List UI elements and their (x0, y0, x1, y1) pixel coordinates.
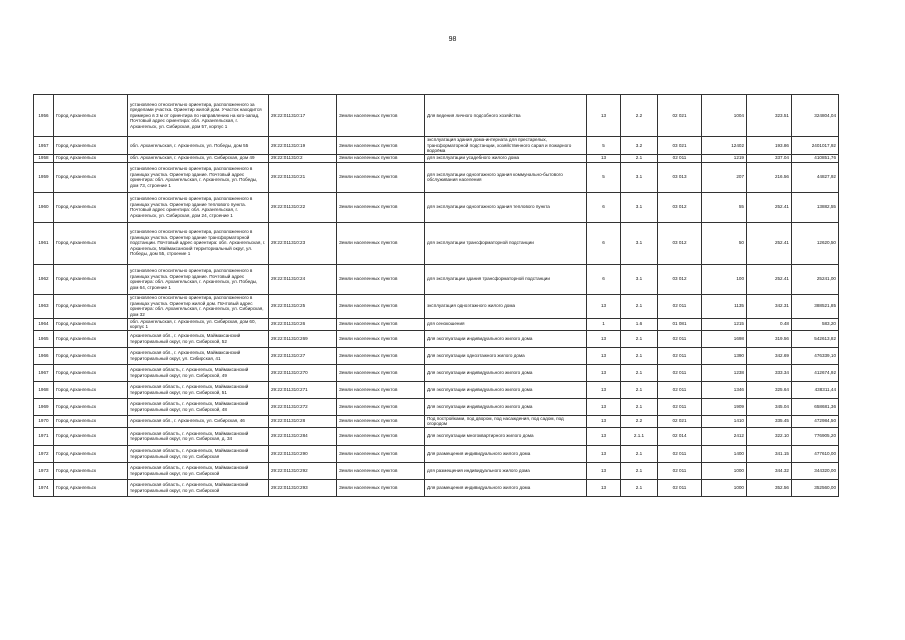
cell-num: 1964 (34, 318, 54, 330)
cell-address: Архангельская область, г. Архангельск, Маймаксанский территориальный округ, по ул. Сибирской (128, 479, 269, 496)
cell-rate: 352.56 (747, 479, 792, 496)
cell-city: Город Архангельск (54, 222, 128, 264)
cell-num: 1956 (34, 95, 54, 137)
cell-zone: 3.1 (621, 222, 658, 264)
cell-value: 412674,92 (792, 364, 839, 381)
cell-zone: 3.2 (621, 137, 658, 155)
table-row (34, 445, 839, 462)
cell-cadastral: 29:22:011310:21 (269, 162, 337, 192)
cell-zone: 2.2 (621, 95, 658, 137)
cell-area: 1238 (702, 364, 747, 381)
cell-value: 472984,50 (792, 415, 839, 427)
cell-value: 344320,00 (792, 462, 839, 479)
cell-zone: 2.2 (621, 415, 658, 427)
cell-category: Земли населенных пунктов (337, 347, 425, 364)
cell-value: 542613,82 (792, 330, 839, 347)
cell-cadastral: 29:22:011310:17 (269, 95, 337, 137)
table-row (34, 264, 839, 294)
cell-zone: 2.1.1 (621, 427, 658, 445)
cell-city: Город Архангельск (54, 137, 128, 155)
cell-use: Для размещения индивидуального жилого дома (425, 479, 587, 496)
cell-use: Для эксплуатации одноэтажного жилого дома (425, 347, 587, 364)
cell-area: 1135 (702, 294, 747, 318)
cell-use: для эксплуатации одноэтажного здания коммунально-бытового обслуживания населения (425, 162, 587, 192)
cell-city: Город Архангельск (54, 347, 128, 364)
cell-area: 1410 (702, 415, 747, 427)
cell-zone: 3.1 (621, 192, 658, 222)
cell-rate: 319.56 (747, 330, 792, 347)
cell-code: 03 013 (658, 162, 702, 192)
cell-rate: 252.41 (747, 192, 792, 222)
cell-zone: 2.1 (621, 330, 658, 347)
table-body (34, 95, 839, 497)
cell-kind: 5 (587, 137, 621, 155)
cell-rate: 337.04 (747, 154, 792, 162)
cell-zone: 2.1 (621, 154, 658, 162)
cell-address: обл. Архангельская, г. Архангельск, ул. Сибирская, дом 49 (128, 154, 269, 162)
cell-city: Город Архангельск (54, 462, 128, 479)
cell-kind: 6 (587, 192, 621, 222)
cell-cadastral: 29:22:011310:284 (269, 427, 337, 445)
table-row (34, 427, 839, 445)
cell-cadastral: 29:22:011310:25 (269, 294, 337, 318)
cell-kind: 13 (587, 462, 621, 479)
cell-cadastral: 29:22:011310:270 (269, 364, 337, 381)
cell-code: 02 021 (658, 415, 702, 427)
cell-category: Земли населенных пунктов (337, 318, 425, 330)
cell-value: 476339,10 (792, 347, 839, 364)
cell-kind: 13 (587, 95, 621, 137)
cell-kind: 1 (587, 318, 621, 330)
cell-address: Архангельская область, г. Архангельск, Маймаксанский территориальный округ, по ул. Сибирской (128, 462, 269, 479)
cell-category: Земли населенных пунктов (337, 162, 425, 192)
cell-code: 02 011 (658, 347, 702, 364)
cell-area: 2412 (702, 427, 747, 445)
cell-address: обл. Архангельская, г. Архангельск, ул. Сибирская, дом 60, корпус 1 (128, 318, 269, 330)
cell-category: Земли населенных пунктов (337, 479, 425, 496)
cell-kind: 13 (587, 381, 621, 398)
cell-category: Земли населенных пунктов (337, 330, 425, 347)
cell-zone: 2.1 (621, 479, 658, 496)
cell-num: 1958 (34, 154, 54, 162)
cell-cadastral: 29:22:011310:27 (269, 347, 337, 364)
cell-cadastral: 29:22:011310:293 (269, 479, 337, 496)
table-row (34, 415, 839, 427)
cell-use: Для эксплуатации индивидуального жилого дома (425, 364, 587, 381)
cell-city: Город Архангельск (54, 427, 128, 445)
cell-value: 477610,00 (792, 445, 839, 462)
cell-area: 1698 (702, 330, 747, 347)
cell-cadastral: 29:22:011310:271 (269, 381, 337, 398)
cell-value: 352560,00 (792, 479, 839, 496)
cell-use: для эксплуатации одноэтажного здания теплового пункта (425, 192, 587, 222)
cell-area: 1004 (702, 95, 747, 137)
cell-category: Земли населенных пунктов (337, 95, 425, 137)
cell-zone: 2.1 (621, 294, 658, 318)
cell-city: Город Архангельск (54, 445, 128, 462)
cell-cadastral: 29:22:011310:26 (269, 318, 337, 330)
cell-category: Земли населенных пунктов (337, 381, 425, 398)
cell-use: для размещения индивидуального жилого дома (425, 462, 587, 479)
cell-kind: 13 (587, 479, 621, 496)
cell-address: установлено относительно ориентира, расположенного в границах участка. Ориентир жилой дом. Почтовый адрес ориентира: обл. Архангельская, г. Архангельск, ул. Сибирская, дом 32 (128, 294, 269, 318)
cell-city: Город Архангельск (54, 364, 128, 381)
cell-num: 1963 (34, 294, 54, 318)
cell-value: 388521,85 (792, 294, 839, 318)
cell-category: Земли населенных пунктов (337, 264, 425, 294)
cell-num: 1960 (34, 192, 54, 222)
cell-area: 50 (702, 222, 747, 264)
cell-value: 583,20 (792, 318, 839, 330)
table-row (34, 330, 839, 347)
cell-value: 324804,04 (792, 95, 839, 137)
cell-category: Земли населенных пунктов (337, 364, 425, 381)
cell-address: Архангельская область, г. Архангельск, Маймаксанский территориальный округ, по ул. Сибирская, д. 34 (128, 427, 269, 445)
cell-kind: 6 (587, 222, 621, 264)
cell-city: Город Архангельск (54, 192, 128, 222)
cell-rate: 252.41 (747, 264, 792, 294)
cell-use: эксплуатация одноэтажного жилого дома (425, 294, 587, 318)
cell-value: 25241,00 (792, 264, 839, 294)
cell-address: установлено относительно ориентира, расположенного в границах участка. Ориентир здание. Почтовый адрес ориентира: обл. Архангельская, г. Архангельск, ул. Победы, дом 73, строение 1 (128, 162, 269, 192)
cell-area: 1000 (702, 462, 747, 479)
cell-rate: 342.31 (747, 294, 792, 318)
cell-use: Под постройками, под двором, под насаждения, под садом, под огородом (425, 415, 587, 427)
cell-city: Город Архангельск (54, 162, 128, 192)
cell-address: Архангельская область, г. Архангельск, Маймаксанский территориальный округ, по ул. Сибирская (128, 445, 269, 462)
cell-code: 02 011 (658, 330, 702, 347)
table-row (34, 318, 839, 330)
cell-code: 02 011 (658, 462, 702, 479)
cell-city: Город Архангельск (54, 381, 128, 398)
cell-value: 658681,36 (792, 398, 839, 415)
table-row (34, 192, 839, 222)
cell-num: 1967 (34, 364, 54, 381)
cell-value: 776905,20 (792, 427, 839, 445)
cell-rate: 345.04 (747, 398, 792, 415)
cell-zone: 2.1 (621, 462, 658, 479)
cell-area: 1000 (702, 479, 747, 496)
cell-code: 03 012 (658, 264, 702, 294)
cell-num: 1961 (34, 222, 54, 264)
cell-code: 03 012 (658, 222, 702, 264)
cell-value: 2401017,92 (792, 137, 839, 155)
cell-num: 1962 (34, 264, 54, 294)
table-row (34, 154, 839, 162)
cell-city: Город Архангельск (54, 330, 128, 347)
cell-code: 02 011 (658, 398, 702, 415)
table-row (34, 462, 839, 479)
cell-kind: 13 (587, 415, 621, 427)
table-row (34, 479, 839, 496)
cell-category: Земли населенных пунктов (337, 415, 425, 427)
cell-zone: 2.1 (621, 398, 658, 415)
cell-city: Город Архангельск (54, 95, 128, 137)
cell-city: Город Архангельск (54, 479, 128, 496)
cell-use: Для размещения индивидуального жилого дома (425, 445, 587, 462)
cell-area: 1346 (702, 381, 747, 398)
cell-use: Для эксплуатации индивидуального жилого дома (425, 330, 587, 347)
cell-kind: 13 (587, 427, 621, 445)
cell-num: 1959 (34, 162, 54, 192)
cell-cadastral: 29:22:011310:19 (269, 137, 337, 155)
cell-num: 1957 (34, 137, 54, 155)
cell-num: 1972 (34, 445, 54, 462)
cell-rate: 323.51 (747, 95, 792, 137)
cell-value: 44827,92 (792, 162, 839, 192)
cell-num: 1968 (34, 381, 54, 398)
cell-rate: 216.56 (747, 162, 792, 192)
cell-num: 1974 (34, 479, 54, 496)
cell-kind: 13 (587, 364, 621, 381)
cell-code: 02 011 (658, 294, 702, 318)
table-row (34, 381, 839, 398)
cell-area: 1215 (702, 318, 747, 330)
cell-kind: 13 (587, 330, 621, 347)
cell-city: Город Архангельск (54, 264, 128, 294)
table-row (34, 347, 839, 364)
cell-area: 55 (702, 192, 747, 222)
cell-rate: 0.48 (747, 318, 792, 330)
cell-area: 207 (702, 162, 747, 192)
cell-code: 02 011 (658, 479, 702, 496)
cell-area: 1219 (702, 154, 747, 162)
cell-kind: 13 (587, 347, 621, 364)
cell-cadastral: 29:22:011310:272 (269, 398, 337, 415)
table-row (34, 398, 839, 415)
cell-zone: 2.1 (621, 364, 658, 381)
cell-num: 1971 (34, 427, 54, 445)
cell-category: Земли населенных пунктов (337, 294, 425, 318)
cell-category: Земли населенных пунктов (337, 192, 425, 222)
table-row (34, 137, 839, 155)
cell-num: 1970 (34, 415, 54, 427)
table-row (34, 162, 839, 192)
cell-num: 1969 (34, 398, 54, 415)
cell-value: 438311,44 (792, 381, 839, 398)
cell-rate: 342.69 (747, 347, 792, 364)
cell-rate: 335.45 (747, 415, 792, 427)
cell-city: Город Архангельск (54, 318, 128, 330)
cell-cadastral: 29:22:011310:290 (269, 445, 337, 462)
cell-use: Для ведения личного подсобного хозяйства (425, 95, 587, 137)
cell-zone: 2.1 (621, 347, 658, 364)
cell-category: Земли населенных пунктов (337, 445, 425, 462)
cell-value: 13882,55 (792, 192, 839, 222)
cell-num: 1966 (34, 347, 54, 364)
table-row (34, 364, 839, 381)
cell-use: эксплуатация здания дома-интерната для престарелых, трансформаторной подстанции, хозяйственного сарая и пожарного водоёма (425, 137, 587, 155)
cell-use: Для эксплуатации индивидуального жилого дома (425, 381, 587, 398)
cell-kind: 5 (587, 162, 621, 192)
cell-rate: 325.64 (747, 381, 792, 398)
cell-use: Для эксплуатации индивидуального жилого дома (425, 398, 587, 415)
cell-zone: 1.6 (621, 318, 658, 330)
cell-cadastral: 29:22:011310:28 (269, 415, 337, 427)
cell-area: 12402 (702, 137, 747, 155)
cell-address: установлено относительно ориентира, расположенного в границах участка. Ориентир здание трансформаторной подстанции. Почтовый адрес ориентира: обл. Архангельская, г. Архангельск, Маймаксанский территориальный округ, ул. Победы, дом 55, строение 1 (128, 222, 269, 264)
cell-code: 02 014 (658, 427, 702, 445)
cell-code: 02 011 (658, 364, 702, 381)
cell-kind: 6 (587, 264, 621, 294)
cell-cadastral: 29:22:011310:292 (269, 462, 337, 479)
cell-area: 1390 (702, 347, 747, 364)
cell-city: Город Архангельск (54, 415, 128, 427)
cell-zone: 3.1 (621, 162, 658, 192)
cell-category: Земли населенных пунктов (337, 427, 425, 445)
cell-cadastral: 29:22:011310:2 (269, 154, 337, 162)
cell-cadastral: 29:22:011310:269 (269, 330, 337, 347)
cell-kind: 13 (587, 445, 621, 462)
cell-use: для эксплуатации усадебного жилого дома (425, 154, 587, 162)
cell-cadastral: 29:22:011310:24 (269, 264, 337, 294)
cell-rate: 193.86 (747, 137, 792, 155)
cell-address: Архангельская обл., г. Архангельск, Маймаксанский территориальный округ, по ул. Сибирской, 52 (128, 330, 269, 347)
cell-rate: 344.32 (747, 462, 792, 479)
cell-value: 410851,76 (792, 154, 839, 162)
table-row (34, 222, 839, 264)
cell-code: 03 012 (658, 192, 702, 222)
cell-kind: 13 (587, 294, 621, 318)
cell-cadastral: 29:22:011310:22 (269, 192, 337, 222)
cadastral-value-table (33, 94, 839, 497)
cell-city: Город Архангельск (54, 398, 128, 415)
cell-kind: 13 (587, 154, 621, 162)
cell-rate: 333.34 (747, 364, 792, 381)
cell-rate: 252.41 (747, 222, 792, 264)
cell-use: Для эксплуатации многоквартирного жилого дома (425, 427, 587, 445)
cell-address: установлено относительно ориентира, расположенного в границах участка. Ориентир здание теплового пункта. Почтовый адрес ориентира: обл. Архангельская, г. Архангельск, ул. Сибирская, дом 24, строение 1 (128, 192, 269, 222)
cell-code: 02 011 (658, 154, 702, 162)
cell-num: 1965 (34, 330, 54, 347)
cell-zone: 2.1 (621, 381, 658, 398)
cell-category: Земли населенных пунктов (337, 462, 425, 479)
cell-address: Архангельская обл., г. Архангельск, Маймаксанский территориальный округ, ул. Сибирская, 41 (128, 347, 269, 364)
cell-zone: 2.1 (621, 445, 658, 462)
cell-address: установлено относительно ориентира, расположенного за пределами участка. Ориентир жилой дом. Участок находится примерно в 3 м от ориентира по направлению на юго-запад. Почтовый адрес ориентира: обл. Архангельская, г. Архангельск, ул. Сибирская, дом 57, корпус 1 (128, 95, 269, 137)
cell-category: Земли населенных пунктов (337, 398, 425, 415)
cell-category: Земли населенных пунктов (337, 154, 425, 162)
cell-address: обл. Архангельская, г. Архангельск, ул. Победы, дом 55 (128, 137, 269, 155)
cell-use: для эксплуатации здания трансформаторной подстанции (425, 264, 587, 294)
cell-area: 1400 (702, 445, 747, 462)
cell-kind: 13 (587, 398, 621, 415)
page-number: 98 (448, 36, 457, 43)
cell-code: 02 021 (658, 95, 702, 137)
cell-code: 02 011 (658, 445, 702, 462)
cell-area: 100 (702, 264, 747, 294)
cell-use: для сенокошения (425, 318, 587, 330)
cell-rate: 322.10 (747, 427, 792, 445)
table-row (34, 294, 839, 318)
cell-use: для эксплуатации трансформаторной подстанции (425, 222, 587, 264)
cell-address: Архангельская область, г. Архангельск, Маймаксанский территориальный округ, по ул. Сибирской, 49 (128, 364, 269, 381)
cell-address: Архангельская область, г. Архангельск, Маймаксанский территориальный округ, по ул. Сибирской, 48 (128, 398, 269, 415)
cell-cadastral: 29:22:011310:23 (269, 222, 337, 264)
cell-city: Город Архангельск (54, 294, 128, 318)
cell-zone: 3.1 (621, 264, 658, 294)
cell-num: 1973 (34, 462, 54, 479)
cell-address: Архангельская обл., г. Архангельск, ул. Сибирская, 46 (128, 415, 269, 427)
cell-code: 01 081 (658, 318, 702, 330)
cell-category: Земли населенных пунктов (337, 137, 425, 155)
cell-rate: 341.15 (747, 445, 792, 462)
cell-code: 02 011 (658, 381, 702, 398)
cell-code: 03 021 (658, 137, 702, 155)
cell-address: Архангельская область, г. Архангельск, Маймаксанский территориальный округ, по ул. Сибирской, 51 (128, 381, 269, 398)
cell-city: Город Архангельск (54, 154, 128, 162)
cell-category: Земли населенных пунктов (337, 222, 425, 264)
cell-address: установлено относительно ориентира, расположенного в границах участка. Ориентир здание. Почтовый адрес ориентира: обл. Архангельская, г. Архангельск, ул. Победы, дом 64, строение 1 (128, 264, 269, 294)
table-row (34, 95, 839, 137)
cell-area: 1909 (702, 398, 747, 415)
cell-value: 12620,50 (792, 222, 839, 264)
